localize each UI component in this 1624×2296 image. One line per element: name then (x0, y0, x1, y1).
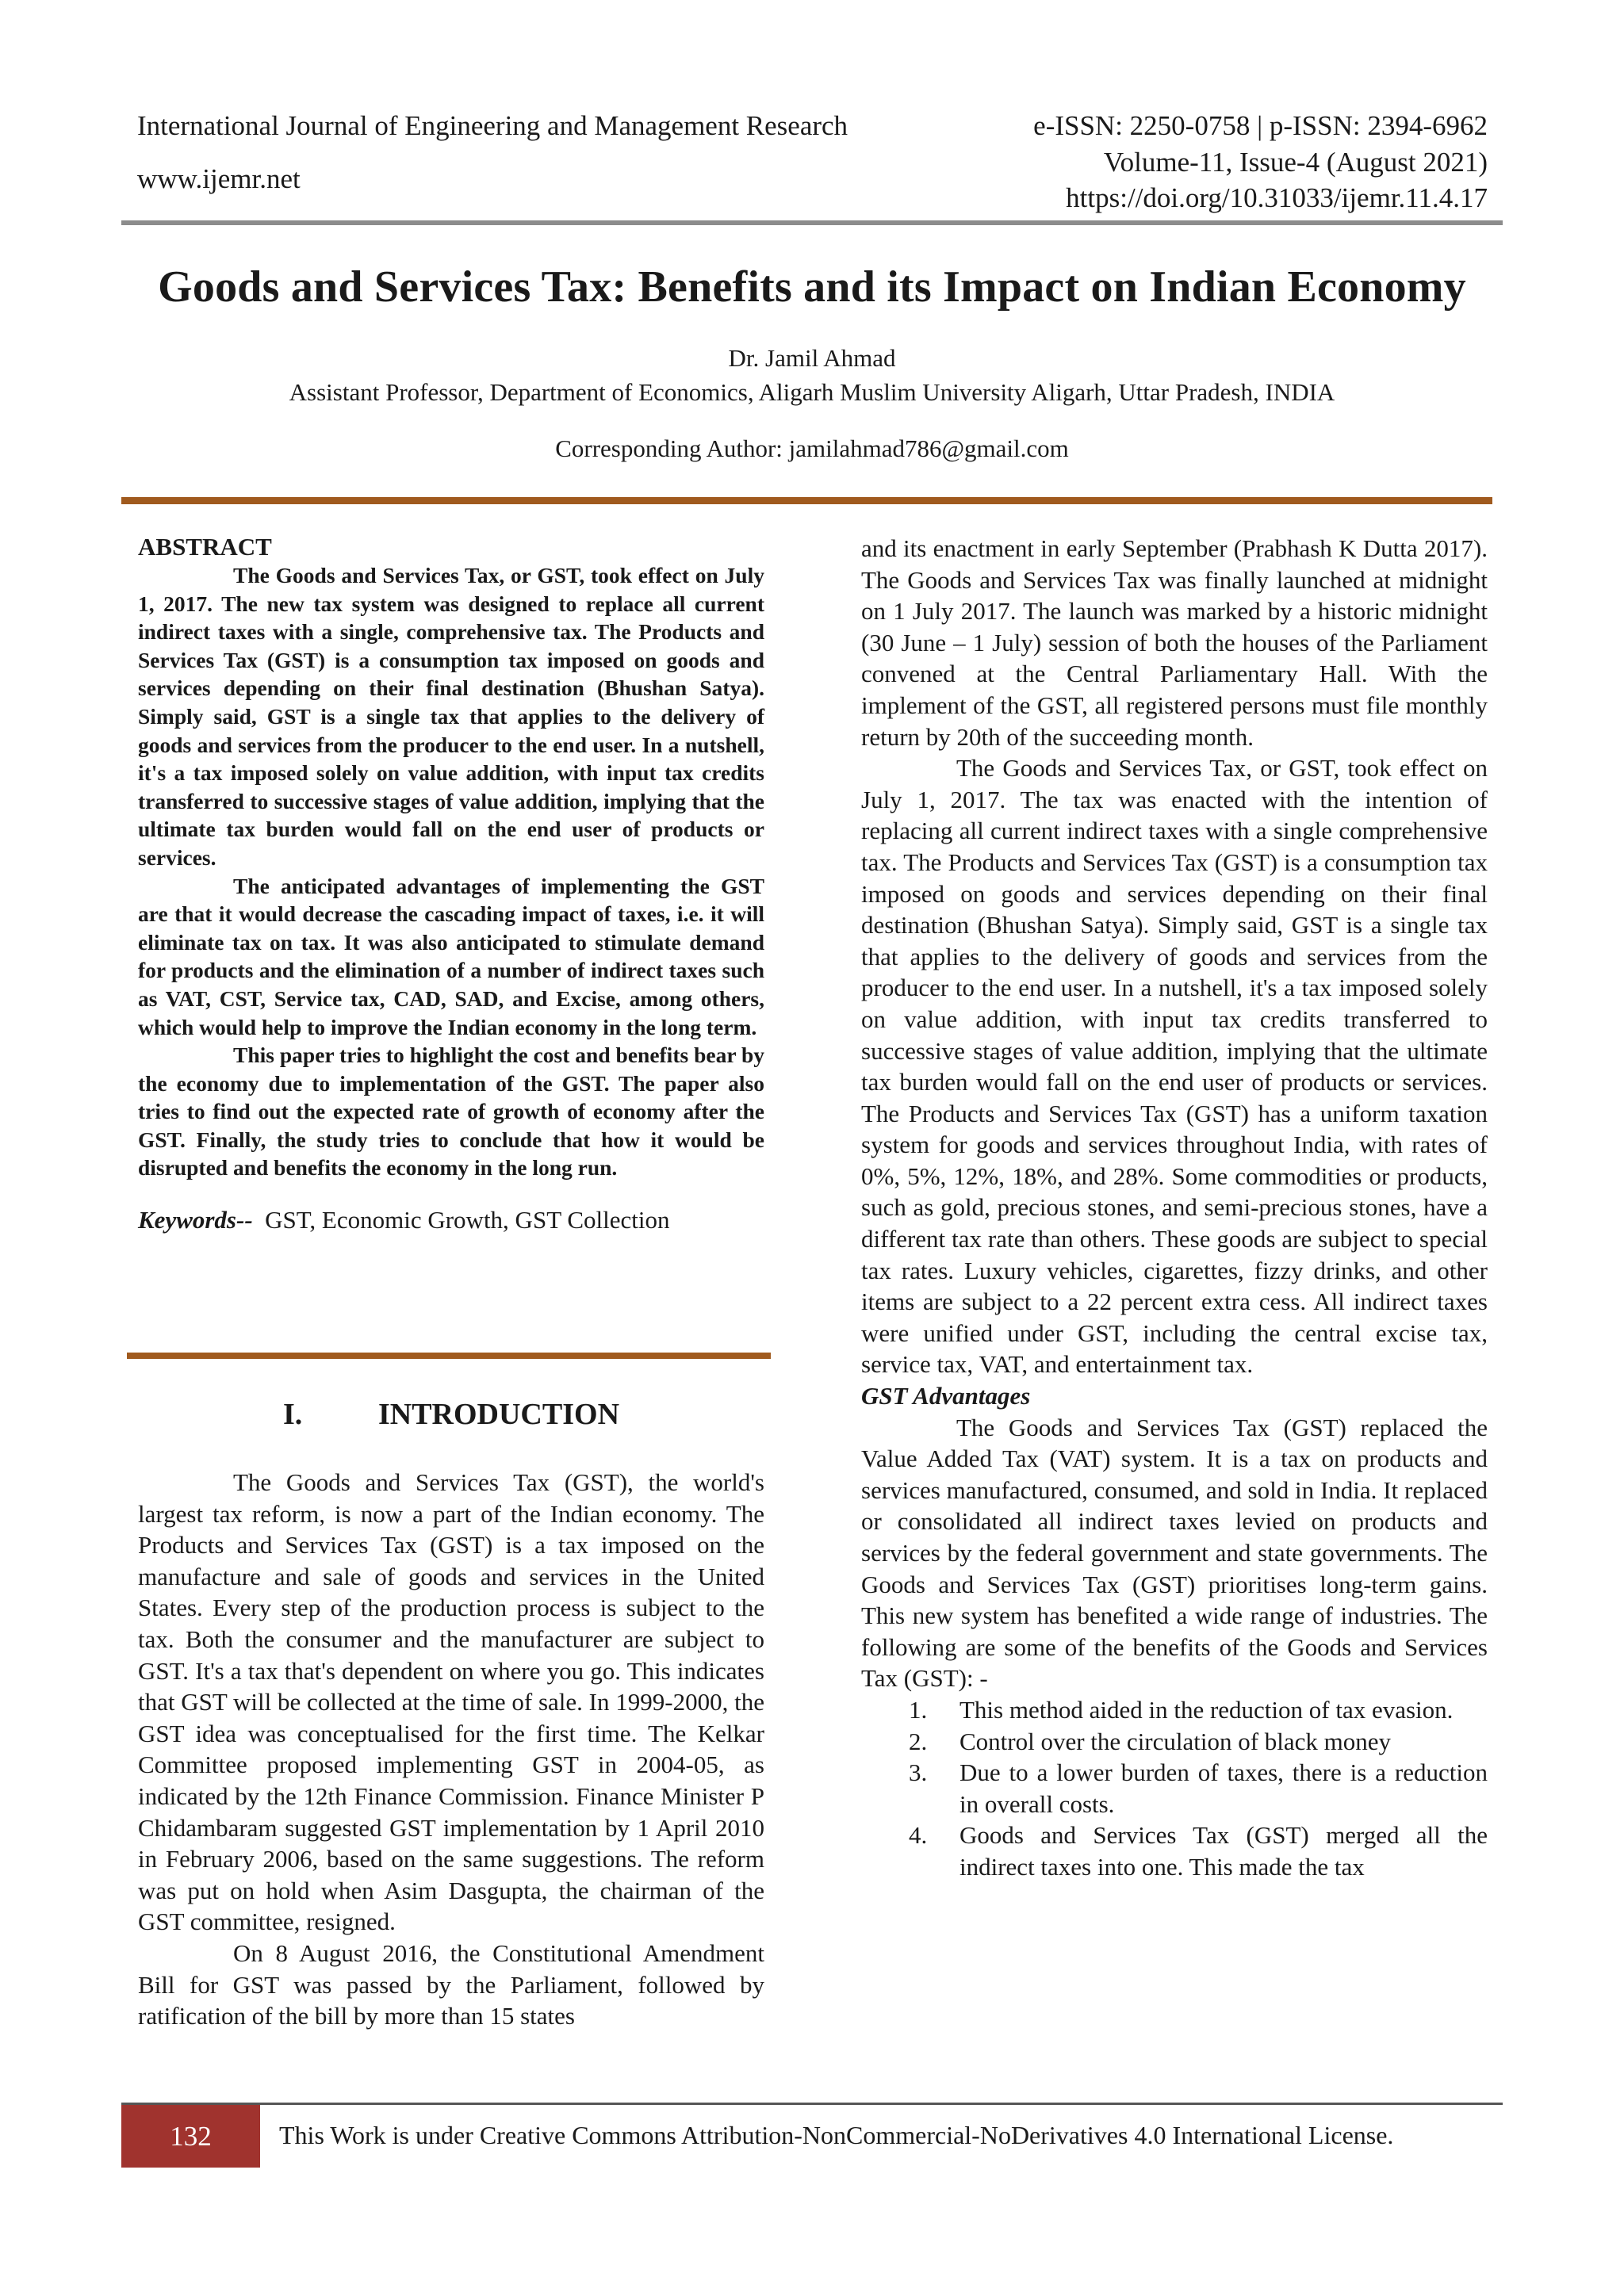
keywords (138, 1204, 764, 1236)
right-column (861, 533, 1488, 1883)
section-heading-introduction (138, 1397, 764, 1432)
abstract (138, 533, 764, 1182)
list-text: This method aided in the reduction of tax evasion. (959, 1695, 1454, 1724)
list-number: 3. (909, 1758, 928, 1787)
list-item (861, 1726, 1488, 1758)
body-paragraph: The Goods and Services Tax (GST), the world's largest tax reform, is now a part of the Indian economy. The Products and Services Tax (GST) is a tax imposed on the manufacture and sale of goods and services in the United States. Every step of the production process is subject to the tax. Both the consumer and the manufacturer are subject to GST. It's a tax that's dependent on where you go. This indicates that GST will be collected at the time of sale. In 1999-2000, the GST idea was conceptualised for the first time. The Kelkar Committee proposed implementing GST in 2004-05, as indicated by the 12th Finance Commission. Finance Minister P Chidambaram suggested GST implementation by 1 April 2010 in February 2006, based on the same suggestions. The reform was put on hold when Asim Dasgupta, the chairman of the GST committee, resigned. (138, 1468, 764, 1936)
abstract-paragraph: The anticipated advantages of implementing the GST are that it would decrease the cascading impact of taxes, i.e. it will eliminate tax on tax. It was also anticipated to stimulate demand for products and the elimination of a number of indirect taxes such as VAT, CST, Service tax, CAD, SAD, and Excise, among others, which would help to improve the Indian economy in the long term. (138, 873, 764, 1039)
list-text: Goods and Services Tax (GST) merged all the indirect taxes into one. This made the tax (959, 1821, 1488, 1881)
section-divider (127, 1353, 771, 1359)
keywords-label: Keywords-- (138, 1206, 253, 1234)
body-paragraph: The Goods and Services Tax (GST) replaced the Value Added Tax (VAT) system. It is a tax on products and services manufactured, consumed, and sold in India. It replaced or consolidated all indirect taxes levied on products and services by the federal government and state governments. The Goods and Services Tax (GST) prioritises long-term gains. This new system has benefited a wide range of industries. The following are some of the benefits of the Goods and Services Tax (GST): - (861, 1413, 1488, 1693)
running-header-left (137, 108, 848, 197)
doi-line: https://doi.org/10.31033/ijemr.11.4.17 (1066, 182, 1488, 213)
body-paragraph: On 8 August 2016, the Constitutional Amendment Bill for GST was passed by the Parliament, followed by ratification of the bill by more than 15 states (138, 1938, 764, 2030)
abstract-paragraph: The Goods and Services Tax, or GST, took effect on July 1, 2017. The new tax system was designed to replace all current indirect taxes with a single, comprehensive tax. The Products and Services Tax (GST) is a consumption tax imposed on goods and services depending on their final destination (Bhushan Satya). Simply said, GST is a single tax that applies to the delivery of goods and services from the producer to the end user. In a nutshell, it's a tax imposed solely on value addition, with input tax credits transferred to successive stages of value addition, implying that the ultimate tax burden would fall on the end user of products or services. (138, 563, 764, 870)
journal-website: www.ijemr.net (137, 163, 301, 194)
list-number: 2. (909, 1727, 928, 1755)
author-affiliation: Assistant Professor, Department of Economics, Aligarh Muslim University Aligarh, Uttar Pradesh, INDIA (289, 378, 1335, 406)
header-divider (121, 220, 1503, 225)
author-name: Dr. Jamil Ahmad (728, 344, 896, 372)
list-item (861, 1694, 1488, 1726)
section-title: INTRODUCTION (377, 1398, 620, 1431)
license-notice: This Work is under Creative Commons Attribution-NonCommercial-NoDerivatives 4.0 International License. (279, 2121, 1394, 2149)
keywords-text: GST, Economic Growth, GST Collection (265, 1206, 670, 1234)
body-paragraph: and its enactment in early September (Prabhash K Dutta 2017). The Goods and Services Tax was finally launched at midnight on 1 July 2017. The launch was marked by a historic midnight (30 June – 1 July) session of both the houses of the Parliament convened at the Central Parliamentary Hall. With the implement of the GST, all registered persons must file monthly return by 20th of the succeeding month. (861, 534, 1488, 751)
body-paragraph: The Goods and Services Tax, or GST, took effect on July 1, 2017. The tax was enacted with the intention of replacing all current indirect taxes with a single comprehensive tax. The Products and Services Tax (GST) is a consumption tax imposed on goods and services depending on their final destination (Bhushan Satya). Simply said, GST is a single tax that applies to the delivery of goods and services from the producer to the end user. In a nutshell, it's a tax imposed solely on value addition, with input tax credits transferred to successive stages of value addition, implying that the ultimate tax burden would fall on the end user of products or services. The Products and Services Tax (GST) has a uniform taxation system for goods and services throughout India, with rates of 0%, 5%, 12%, 18%, and 28%. Some commodities or products, such as gold, precious stones, and semi-precious stones, have a different tax rate than others. These goods are subject to special tax rates. Luxury vehicles, cigarettes, fizzy drinks, and other items are subject to a 22 percent extra cess. All indirect taxes were unified under GST, including the central excise tax, service tax, VAT, and entertainment tax. (861, 754, 1488, 1379)
advantages-list (861, 1694, 1488, 1883)
title-divider (121, 497, 1492, 504)
list-text: Control over the circulation of black money (959, 1727, 1392, 1755)
subsection-heading: GST Advantages (861, 1382, 1031, 1410)
list-item (861, 1820, 1488, 1882)
author-block (0, 341, 1624, 409)
list-text: Due to a lower burden of taxes, there is a reduction in overall costs. (959, 1758, 1488, 1818)
list-number: 4. (909, 1821, 928, 1850)
abstract-paragraph: This paper tries to highlight the cost and benefits bear by the economy due to implementation of the GST. The paper also tries to find out the expected rate of growth of economy after the GST. Finally, the study tries to conclude that how it would be disrupted and benefits the economy in the long run. (138, 1043, 764, 1181)
volume-line: Volume-11, Issue-4 (August 2021) (1103, 146, 1488, 178)
footer-divider (121, 2103, 1503, 2105)
list-item (861, 1757, 1488, 1820)
running-header-right (1033, 108, 1488, 216)
paper-title: Goods and Services Tax: Benefits and its Impact on Indian Economy (158, 262, 1466, 312)
abstract-heading: ABSTRACT (138, 533, 272, 561)
list-number: 1. (909, 1695, 928, 1724)
introduction-body (138, 1467, 764, 2032)
section-number: I. (282, 1398, 303, 1431)
corresponding-author: Corresponding Author: jamilahmad786@gmail.com (555, 434, 1069, 462)
page-number: 132 (121, 2105, 260, 2168)
left-column (138, 533, 764, 1236)
journal-name: International Journal of Engineering and Management Research (137, 110, 848, 141)
issn-line: e-ISSN: 2250-0758 | p-ISSN: 2394-6962 (1033, 110, 1488, 141)
